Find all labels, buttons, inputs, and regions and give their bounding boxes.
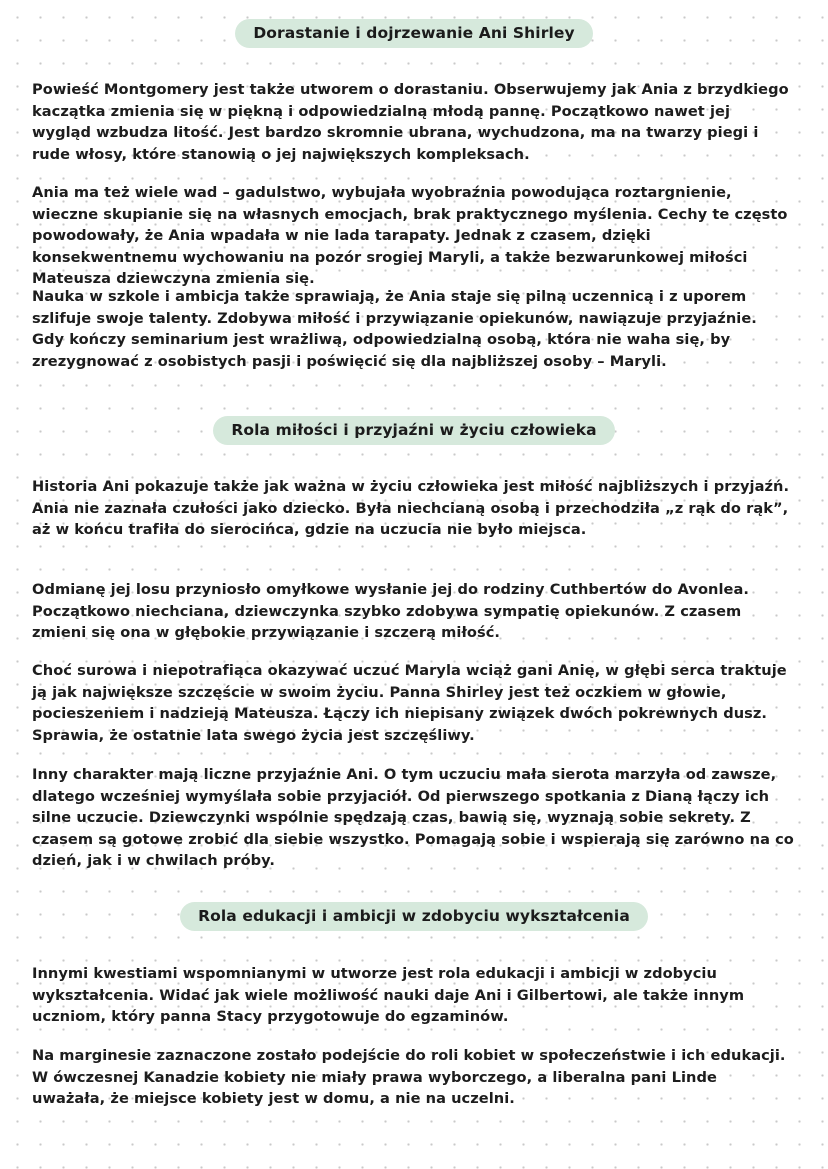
section-2-heading-wrap [0,416,828,445]
paragraph: Inny charakter mają liczne przyjaźnie Ani. O tym uczuciu mała sierota marzyła od zawsze, dlatego wcześniej wymyślała sobie przyjaciół. Od pierwszego spotkania z Dianą łączy ich silne uczucie. Dziewczynki wspólnie spędzają czas, bawią się, wyznają sobie sekrety. Z czasem są gotowe zrobić dla siebie wszystko. Pomagają sobie i wspierają się zarówno na co dzień, jak i w chwilach próby. [32,766,794,869]
paragraph: Nauka w szkole i ambicja także sprawiają, że Ania staje się pilną uczennicą i z uporem szlifuje swoje talenty. Zdobywa miłość i przywiązanie opiekunów, nawiązuje przyjaźnie. Gdy kończy seminarium jest wrażliwą, odpowiedzialną osobą, która nie waha się, by zrezygnować z osobistych pasji i poświęcić się dla najbliższej osoby – Maryli. [32,288,757,370]
section-heading: Dorastanie i dojrzewanie Ani Shirley [235,19,592,48]
paragraph: Ania ma też wiele wad – gadulstwo, wybujała wyobraźnia powodująca roztargnienie, wieczne skupianie się na własnych emocjach, brak praktycznego myślenia. Cechy te często powodowały, że Ania wpadała w nie lada tarapaty. Jednak z czasem, dzięki konsekwentnemu wychowaniu na pozór srogiej Maryli, a także bezwarunkowej miłości Mateusza dziewczyna zmienia się. [32,184,788,287]
paragraph: Odmianę jej losu przyniosło omyłkowe wysłanie jej do rodziny Cuthbertów do Avonlea. Początkowo niechciana, dziewczynka szybko zdobywa sympatię opiekunów. Z czasem zmieni się ona w głębokie przywiązanie i szczerą miłość. [32,581,749,641]
paragraph: Historia Ani pokazuje także jak ważna w życiu człowieka jest miłość najbliższych i przyjaźń. Ania nie zaznała czułości jako dziecko. Była niechcianą osobą i przechodziła „z rąk do rąk”, aż w końcu trafiła do sierocińca, gdzie na uczucia nie było miejsca. [32,478,790,538]
paragraph: Na marginesie zaznaczone zostało podejście do roli kobiet w społeczeństwie i ich edukacji. W ówczesnej Kanadzie kobiety nie miały prawa wyborczego, a liberalna pani Linde uważała, że miejsce kobiety jest w domu, a nie na uczelni. [32,1047,786,1107]
paragraph: Choć surowa i niepotrafiąca okazywać uczuć Maryla wciąż gani Anię, w głębi serca traktuje ją jak największe szczęście w swoim życiu. Panna Shirley jest też oczkiem w głowie, pocieszeniem i nadzieją Mateusza. Łączy ich niepisany związek dwóch pokrewnych dusz. Sprawia, że ostatnie lata swego życia jest szczęśliwy. [32,662,787,744]
section-3-heading-wrap [0,902,828,931]
section-heading: Rola edukacji i ambicji w zdobyciu wykształcenia [180,902,648,931]
paragraph: Powieść Montgomery jest także utworem o dorastaniu. Obserwujemy jak Ania z brzydkiego kaczątka zmienia się w piękną i odpowiedzialną młodą pannę. Początkowo nawet jej wygląd wzbudza litość. Jest bardzo skromnie ubrana, wychudzona, ma na twarzy piegi i rude włosy, które stanowią o jej największych kompleksach. [32,81,789,163]
section-heading: Rola miłości i przyjaźni w życiu człowieka [213,416,614,445]
section-1-heading-wrap [0,19,828,48]
paragraph: Innymi kwestiami wspomnianymi w utworze jest rola edukacji i ambicji w zdobyciu wykształcenia. Widać jak wiele możliwość nauki daje Ani i Gilbertowi, ale także innym uczniom, który panna Stacy przygotowuje do egzaminów. [32,965,745,1025]
